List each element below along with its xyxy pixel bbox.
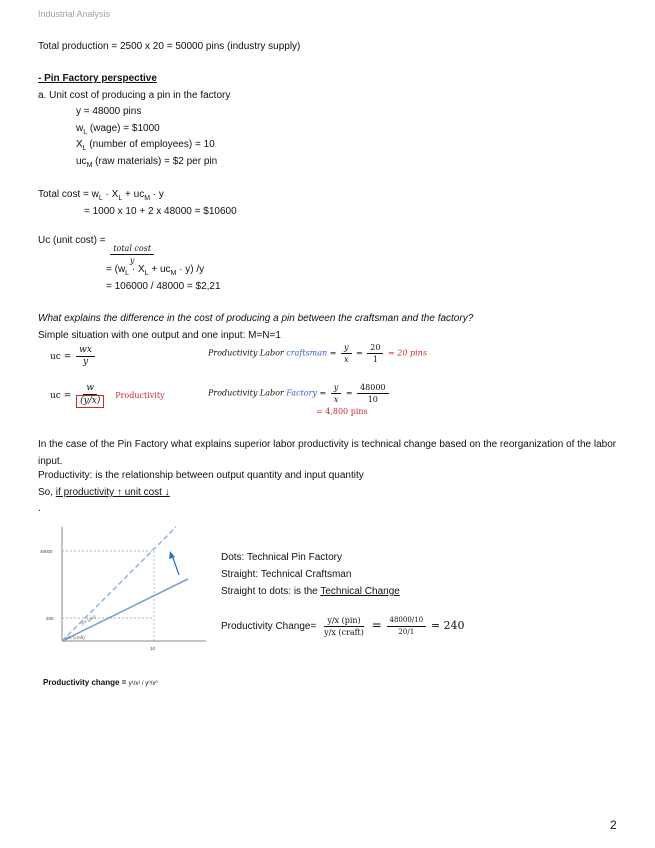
ytick-48000: 48000: [40, 549, 53, 554]
var-wage-sub: L: [83, 129, 88, 136]
uc2-fraction: [76, 383, 104, 408]
uc-frac-num: total cost: [110, 243, 154, 255]
craftsman-productivity: [208, 342, 427, 365]
pc-f2-den: 20/1: [398, 628, 415, 636]
productivity-change-small: [43, 678, 158, 687]
uc2-productivity-label: Productivity: [115, 391, 165, 400]
unit-cost-value: = 106000 / 48000 = $2,21: [106, 281, 221, 292]
uc-formula-1: [50, 345, 97, 368]
tc-d: · y: [150, 189, 164, 200]
var-wage: [76, 123, 160, 136]
total-cost-value: = 1000 x 10 + 2 x 48000 = $10600: [84, 206, 237, 217]
var-raw-materials: [76, 156, 217, 169]
document-header: Industrial Analysis: [38, 9, 111, 19]
uce-s3: M: [170, 270, 177, 277]
pc-fraction-1: [321, 615, 367, 638]
fac-f2d: 10: [367, 395, 378, 404]
productivity-chart: [36, 523, 212, 655]
craft-e: = 20 pins: [388, 348, 427, 358]
tc-c: + uc: [122, 189, 145, 200]
legend-dots: Dots: Technical Pin Factory: [221, 552, 342, 563]
craft-c: =: [327, 348, 339, 358]
so-relationship: if productivity ↑ unit cost ↓: [55, 487, 170, 498]
factory-productivity: [208, 382, 391, 405]
paragraph-labor: In the case of the Pin Factory what explains superior labor productivity is technical change based on the reorganization of the labor input.: [38, 439, 617, 467]
fac-f1d: x: [333, 395, 339, 404]
fac-b: Factory: [286, 388, 317, 398]
question-text: What explains the difference in the cost of producing a pin between the craftsman and the factory?: [38, 313, 474, 324]
var-wage-symbol: w: [76, 123, 84, 134]
paragraph-productivity: Productivity: is the relationship between output quantity and input quantity: [38, 470, 364, 481]
fac-frac1: [331, 382, 342, 405]
legend-straight: Straight: Technical Craftsman: [221, 569, 352, 580]
tc-s1: L: [98, 195, 103, 202]
productivity-change-formula: [221, 615, 465, 638]
var-employees: [76, 139, 215, 152]
ytick-200: 200: [46, 616, 54, 621]
section-title: - Pin Factory perspective: [38, 73, 157, 84]
uc-fraction: [110, 243, 154, 266]
uce-s2: L: [144, 270, 149, 277]
chart-arrow-shaft: [172, 555, 179, 575]
fac-a: Productivity Labor: [208, 388, 287, 398]
unit-cost-expanded: [106, 264, 204, 277]
total-cost-formula: [38, 189, 164, 202]
pc-f1-num: y/x (pin): [324, 615, 363, 627]
pc-result: = 240: [430, 619, 465, 633]
craft-frac1: [341, 342, 352, 365]
uc1-den: y: [82, 357, 89, 367]
uc1-num: wx: [76, 345, 95, 357]
fac-f1n: y: [331, 382, 342, 394]
tc-s2: L: [118, 195, 123, 202]
page-number: 2: [610, 818, 617, 832]
var-y: y = 48000 pins: [76, 106, 142, 117]
total-production-line: Total production = 2500 x 20 = 50000 pins (industry supply): [38, 41, 301, 52]
pc-f2-num: 48000/10: [387, 615, 427, 627]
uc1-fraction: [76, 345, 95, 368]
craft-f2n: 20: [367, 342, 383, 354]
xtick-10: 10: [150, 646, 156, 651]
uc2-num: w: [83, 383, 97, 395]
uc-label: Uc (unit cost) =: [38, 235, 106, 246]
uce-s1: L: [125, 270, 130, 277]
pc-label: Productivity Change=: [221, 621, 317, 633]
fac-frac2: [357, 382, 388, 405]
paragraph-so: [38, 487, 170, 498]
factory-result: = 4,800 pins: [316, 407, 368, 416]
pc-equals: =: [371, 618, 382, 633]
var-raw-symbol: uc: [76, 156, 87, 167]
series-pin-factory: [62, 527, 176, 641]
var-employees-symbol: X: [76, 139, 83, 150]
var-raw-text: (raw materials) = $2 per pin: [92, 156, 218, 167]
uc2-den: (y/x): [76, 395, 104, 408]
uc1-lhs: uc =: [50, 352, 72, 362]
fac-f2n: 48000: [357, 382, 388, 394]
fac-d: =: [345, 388, 356, 398]
legend-technical-change: [221, 586, 400, 597]
pc-fraction-2: [387, 615, 427, 638]
item-a: a. Unit cost of producing a pin in the factory: [38, 90, 231, 101]
simple-situation: Simple situation with one output and one input: M=N=1: [38, 330, 281, 341]
uce-a: = (w: [106, 264, 126, 275]
series-craftsman: [62, 579, 188, 641]
uc-formula-2: [50, 383, 165, 408]
annot-pin: y/x (pin): [80, 613, 97, 626]
unit-cost-formula: [38, 235, 156, 266]
var-employees-text: (number of employees) = 10: [86, 139, 215, 150]
craft-frac2: [367, 342, 383, 365]
uc2-lhs: uc =: [50, 391, 72, 401]
pcs-label: Productivity change =: [43, 678, 129, 687]
uce-d: · y) /y: [176, 264, 205, 275]
var-raw-sub: M: [86, 162, 93, 169]
craft-f2d: 1: [372, 355, 378, 364]
var-wage-text: (wage) = $1000: [87, 123, 160, 134]
chart-arrow-head: [169, 551, 175, 559]
so-prefix: So,: [38, 487, 56, 498]
craft-f1n: y: [341, 342, 352, 354]
fac-c: =: [316, 388, 329, 398]
uce-c: + uc: [148, 264, 171, 275]
legend-technical-change-term: Technical Change: [320, 586, 400, 597]
pcs-expr: y¹/x¹ / y⁰/x⁰: [128, 681, 158, 687]
tc-b: · X: [102, 189, 119, 200]
uc-frac-den: y: [129, 256, 135, 265]
craft-d: =: [356, 348, 366, 358]
annot-craft: y/x (craft): [66, 635, 85, 640]
pc-f1-den: y/x (craft): [324, 628, 364, 637]
var-employees-sub: L: [82, 145, 87, 152]
tc-s3: M: [144, 195, 151, 202]
uce-b: · X: [129, 264, 145, 275]
craft-f1d: x: [343, 355, 349, 364]
craft-a: Productivity Labor: [208, 348, 287, 358]
tc-a: Total cost = w: [38, 189, 99, 200]
stray-dot: .: [38, 503, 41, 514]
craft-b: craftsman: [286, 348, 328, 358]
legend-s2d-prefix: Straight to dots: is the: [221, 586, 321, 597]
